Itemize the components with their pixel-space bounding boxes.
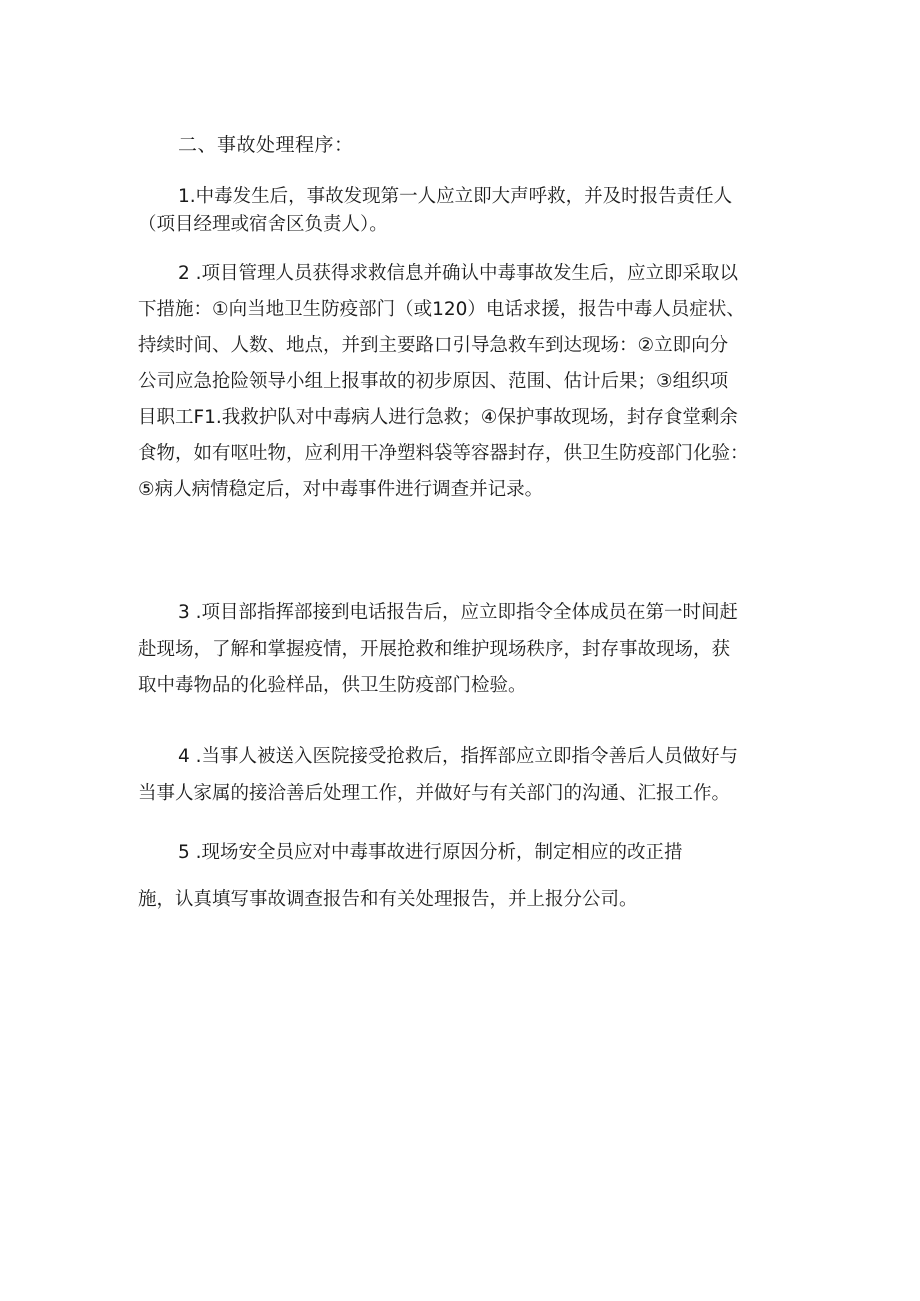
paragraph-line: 食物，如有呕吐物，应利用干净塑料袋等容器封存，供卫生防疫部门化验：	[138, 443, 749, 464]
paragraph-line: 3 .项目部指挥部接到电话报告后，应立即指令全体成员在第一时间赶	[178, 602, 739, 623]
paragraph-line: 赴现场，了解和掌握疫情，开展抢救和维护现场秩序，封存事故现场，获	[138, 638, 731, 660]
paragraph-4	[138, 738, 798, 812]
paragraph-line: 施，认真填写事故调查报告和有关处理报告，并上报分公司。	[138, 889, 638, 910]
section-heading: 二、事故处理程序：	[178, 134, 354, 156]
paragraph-line: 持续时间、人数、地点，并到主要路口引导急救车到达现场：②立即向分	[138, 335, 729, 356]
paragraph-line: 2 .项目管理人员获得求救信息并确认中毒事故发生后，应立即采取以	[178, 263, 739, 284]
paragraph-line: 公司应急抢险领导小组上报事故的初步原因、范围、估计后果；③组织项	[138, 371, 729, 392]
paragraph-line: 1.中毒发生后，事故发现第一人应立即大声呼救，并及时报告责任人	[178, 186, 733, 207]
paragraph-1	[138, 183, 798, 239]
paragraph-line: 取中毒物品的化验样品，供卫生防疫部门检验。	[138, 675, 527, 696]
paragraph-2	[138, 256, 798, 508]
paragraph-5	[138, 838, 798, 915]
paragraph-3	[138, 595, 798, 705]
paragraph-line: 目职工F1.我救护队对中毒病人进行急救；④保护事故现场，封存食堂剩余	[138, 407, 738, 428]
paragraph-line: 当事人家属的接洽善后处理工作，并做好与有关部门的沟通、汇报工作。	[138, 783, 731, 804]
paragraph-line: 下措施：①向当地卫生防疫部门（或120）电话求援，报告中毒人员症状、	[138, 299, 745, 320]
paragraph-line: 5 .现场安全员应对中毒事故进行原因分析，制定相应的改正措	[178, 842, 683, 863]
paragraph-line: 4 .当事人被送入医院接受抢救后，指挥部应立即指令善后人员做好与	[178, 746, 739, 767]
paragraph-line: ⑤病人病情稳定后，对中毒事件进行调查并记录。	[138, 479, 544, 500]
paragraph-line: （项目经理或宿舍区负责人）。	[138, 214, 388, 235]
